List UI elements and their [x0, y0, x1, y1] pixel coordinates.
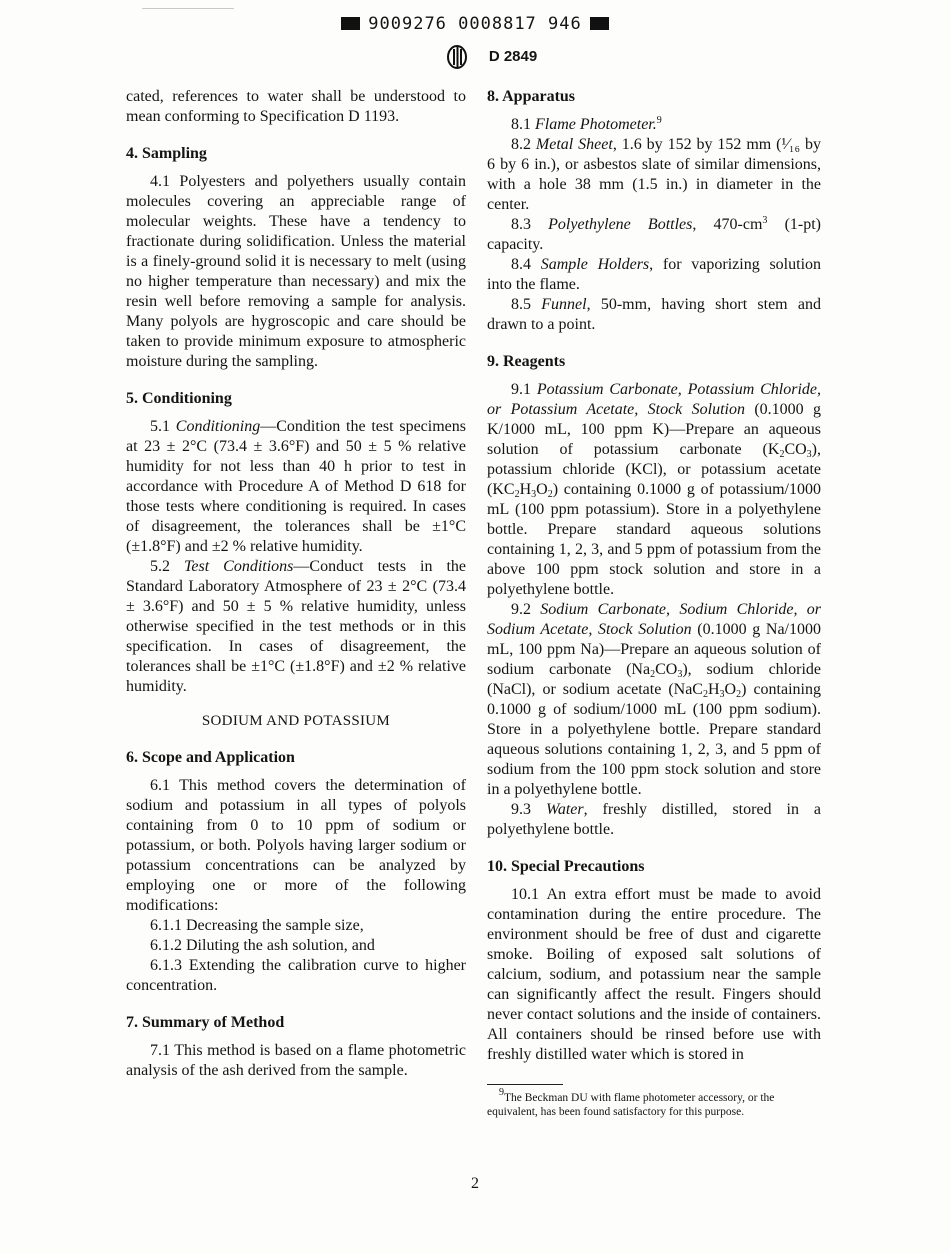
barcode-text: 9009276 0008817 946 [368, 14, 582, 34]
paragraph-9-1: 9.1 Potassium Carbonate, Potassium Chloride, or Potassium Acetate, Stock Solution (0.1000 g K/1000 mL, 100 ppm K)—Prepare an aqueous solution of potassium carbonate $(K_2CO_3)$, potassium chloride (KCl), or potassium acetate $(KC_2H_3O_2)$ containing 0.1000 g of potassium/1000 mL (100 ppm potassium). Store in a polyethylene bottle. Prepare standard aqueous solutions containing 1, 2, 3, and 5 ppm of potassium from the above 100 ppm stock solution and store in a polyethylene bottle. [487, 381, 821, 598]
section-5-heading: 5. Conditioning [126, 390, 232, 407]
paragraph-8-4: 8.4 Sample Holders, for vaporizing solution into the flame. [487, 256, 822, 293]
intro-paragraph: cated, references to water shall be understood to mean conforming to Specification D 1193. [126, 88, 466, 125]
section-9-heading: 9. Reagents [487, 353, 566, 370]
paragraph-7-1: 7.1 This method is based on a flame photometric analysis of the ash derived from the sample. [126, 1042, 466, 1079]
barcode-block-right [590, 17, 609, 30]
paragraph-6-1-1: 6.1.1 Decreasing the sample size, [150, 917, 364, 934]
header-rule [142, 8, 234, 9]
paragraph-4-1: 4.1 Polyesters and polyethers usually contain molecules covering an appreciable range of molecular weights. These have a tendency to fractionate during solidification. Unless the material is a finely-ground solid it is necessary to melt (using no higher temperature than necessary) and mix the resin well before removing a sample for analysis. Many polyols are hygroscopic and care should be taken to provide minimum exposure to atmospheric moisture during the sampling. [126, 173, 466, 370]
section-8-heading: 8. Apparatus [487, 88, 576, 105]
paragraph-8-1: 8.1 Flame Photometer.$^9$ [511, 115, 662, 133]
footnote-rule [487, 1084, 563, 1085]
section-6-heading: 6. Scope and Application [126, 749, 295, 766]
paragraph-6-1-2: 6.1.2 Diluting the ash solution, and [150, 937, 375, 954]
page-number: 2 [471, 1175, 479, 1192]
paragraph-10-1: 10.1 An extra effort must be made to avoid contamination during the entire procedure. The environment should be free of dust and cigarette smoke. Boiling of exposed salt solutions of calcium, sodium, and potassium near the sample can significantly affect the result. Fingers should never contact solutions and the inside of containers. All containers should be rinsed before use with freshly distilled water which is stored in [487, 886, 821, 1063]
sodium-potassium-heading: SODIUM AND POTASSIUM [201, 713, 391, 729]
paragraph-9-2: 9.2 Sodium Carbonate, Sodium Chloride, or Sodium Acetate, Stock Solution (0.1000 g Na/1000 mL, 100 ppm Na)—Prepare an aqueous solution of sodium carbonate $(Na_2CO_3)$, sodium chloride (NaCl), or sodium acetate $(NaC_2H_3O_2)$ containing 0.1000 g of sodium/1000 mL (100 ppm sodium). Store in a polyethylene bottle. Prepare standard aqueous solutions containing 1, 2, 3, and 5 ppm of sodium from the 100 ppm stock solution and store in a polyethylene bottle. [487, 601, 822, 798]
paragraph-6-1: 6.1 This method covers the determination of sodium and potassium in all types of polyols containing from 0 to 10 ppm of sodium or potassium, or both. Polyols having larger sodium or potassium concentrations can be analyzed by employing one or more of the following modifications: [126, 777, 466, 914]
paragraph-8-2: 8.2 Metal Sheet, 1.6 by 152 by 152 mm (¹⁄₁₆ by 6 by 6 in.), or asbestos slate of similar dimensions, with a hole 38 mm (1.5 in.) in diameter in the center. [487, 136, 822, 213]
designation: D 2849 [488, 47, 538, 65]
section-4-heading: 4. Sampling [126, 145, 207, 162]
section-7-heading: 7. Summary of Method [126, 1014, 285, 1031]
barcode-row [0, 14, 950, 34]
left-column [126, 87, 466, 1081]
paragraph-5-1: 5.1 Conditioning—Condition the test specimens at 23 ± 2°C (73.4 ± 3.6°F) and 50 ± 5 % relative humidity for not less than 40 h prior to test in accordance with Procedure A of Method D 618 for those tests where conditioning is required. In cases of disagreement, the tolerances shall be ±1°C (±1.8°F) and ±2 % relative humidity. [126, 418, 466, 555]
barcode-block-left [341, 17, 360, 30]
paragraph-9-3: 9.3 Water, freshly distilled, stored in a polyethylene bottle. [487, 801, 821, 838]
footnote-9: $^9$The Beckman DU with flame photometer accessory, or the equivalent, has been found satisfactory for this purpose. [487, 1087, 775, 1118]
paragraph-5-2: 5.2 Test Conditions—Conduct tests in the Standard Laboratory Atmosphere of 23 ± 2°C (73.4 ± 3.6°F) and 50 ± 5 % relative humidity, unless otherwise specified in the test methods or in this specification. In cases of disagreement, the tolerances shall be ±1°C (±1.8°F) and ±2 % relative humidity. [126, 558, 467, 695]
document-header [0, 45, 950, 69]
paragraph-8-3: 8.3 Polyethylene Bottles, $470-cm^3$ (1-pt) capacity. [487, 215, 821, 253]
right-column [487, 87, 821, 1119]
paragraph-6-1-3: 6.1.3 Extending the calibration curve to higher concentration. [126, 957, 466, 994]
section-10-heading: 10. Special Precautions [487, 858, 645, 875]
paragraph-8-5: 8.5 Funnel, 50-mm, having short stem and drawn to a point. [487, 296, 821, 333]
astm-logo-icon [447, 45, 467, 69]
